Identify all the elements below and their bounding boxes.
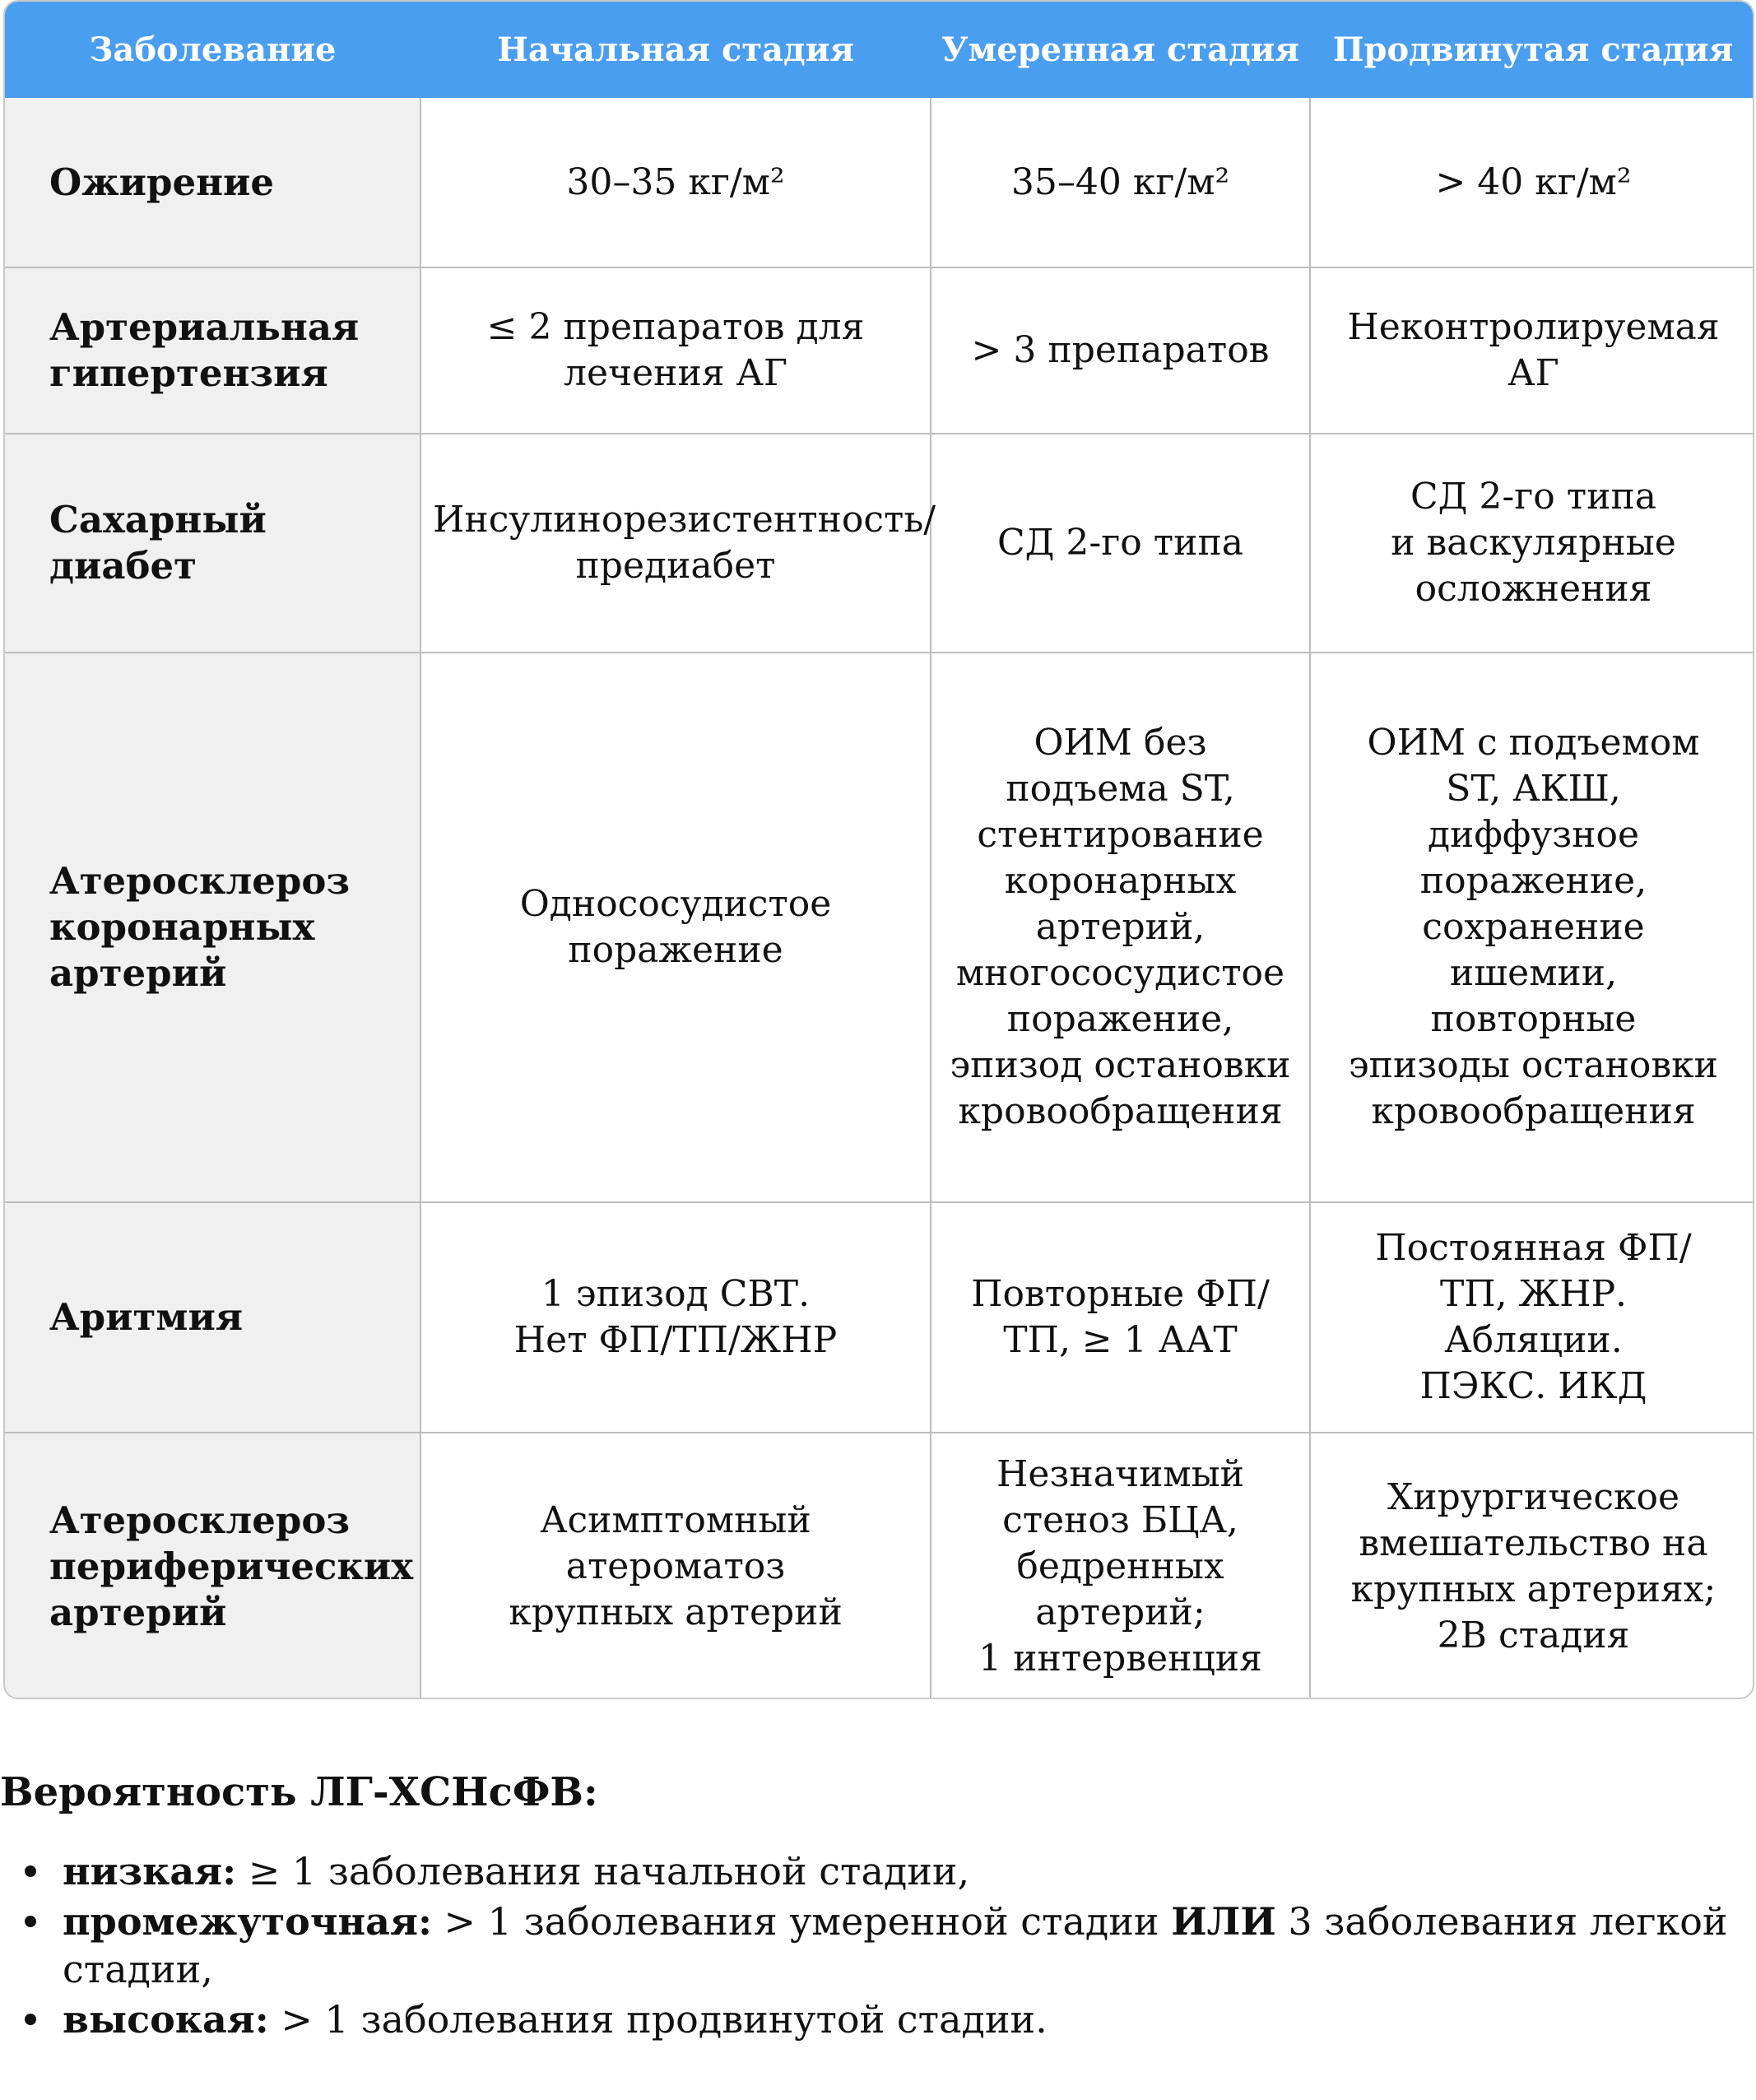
table-row-arrhythmia (5, 1202, 1754, 1433)
probability-label: низкая: (63, 1849, 237, 1893)
probability-list (0, 1847, 1756, 2046)
moderate-stage-cell: > 3 препаратов (931, 267, 1310, 434)
probability-text: 3 заболевания легкой стадии, (63, 1899, 1728, 1991)
advanced-stage-cell: > 40 кг/м² (1310, 98, 1754, 267)
initial-stage-cell: ≤ 2 препаратов для лечения АГ (420, 267, 931, 434)
probability-label: высокая: (63, 1997, 269, 2042)
header-initial-stage: Начальная стадия (420, 2, 931, 98)
table-row-diabetes (5, 434, 1754, 653)
initial-stage-cell: 1 эпизод СВТ. Нет ФП/ТП/ЖНР (420, 1202, 931, 1433)
probability-text: > 1 заболевания умеренной стадии (431, 1899, 1172, 1944)
disease-cell: Сахарный диабет (5, 434, 420, 653)
probability-label: промежуточная: (63, 1899, 432, 1944)
moderate-stage-cell: Незначимый стеноз БЦА, бедренных артерий; 1 интервенция (931, 1433, 1310, 1699)
moderate-stage-cell: Повторные ФП/ ТП, ≥ 1 ААТ (931, 1202, 1310, 1433)
staging-table (3, 0, 1754, 1699)
list-item-intermediate (63, 1898, 1756, 1993)
advanced-stage-cell: СД 2-го типа и васкулярные осложнения (1310, 434, 1754, 653)
bullet-icon (25, 2014, 36, 2025)
disease-cell: Артериальная гипертензия (5, 267, 420, 434)
list-item-low (63, 1847, 1756, 1895)
disease-cell: Аритмия (5, 1202, 420, 1433)
initial-stage-cell: Инсулинорезистентность/ предиабет (420, 434, 931, 653)
header-advanced-stage: Продвинутая стадия (1310, 2, 1754, 98)
moderate-stage-cell: ОИМ без подъема ST, стентирование коронарных артерий, многососудистое поражение, эпизод остановки кровообращения (931, 653, 1310, 1202)
initial-stage-cell: 30–35 кг/м² (420, 98, 931, 267)
disease-cell: Атеросклероз коронарных артерий (5, 653, 420, 1202)
disease-cell: Атеросклероз периферических артерий (5, 1433, 420, 1699)
list-item-high (63, 1995, 1756, 2043)
bullet-icon (25, 1916, 36, 1927)
probability-text: > 1 заболевания продвинутой стадии. (268, 1997, 1048, 2042)
bullet-icon (25, 1865, 36, 1877)
table-row-obesity (5, 98, 1754, 267)
initial-stage-cell: Асимптомный атероматоз крупных артерий (420, 1433, 931, 1699)
moderate-stage-cell: СД 2-го типа (931, 434, 1310, 653)
probability-heading: Вероятность ЛГ-ХСНсФВ: (0, 1769, 598, 1815)
table-row-coronary-atherosclerosis (5, 653, 1754, 1202)
header-moderate-stage: Умеренная стадия (931, 2, 1310, 98)
or-connector: ИЛИ (1171, 1899, 1276, 1944)
advanced-stage-cell: ОИМ с подъемом ST, АКШ, диффузное поражение, сохранение ишемии, повторные эпизоды остановки кровообращения (1310, 653, 1754, 1202)
staging-table-grid (5, 2, 1754, 1699)
advanced-stage-cell: Постоянная ФП/ ТП, ЖНР. Абляции. ПЭКС. ИКД (1310, 1202, 1754, 1433)
header-disease: Заболевание (5, 2, 420, 98)
advanced-stage-cell: Неконтролируемая АГ (1310, 267, 1754, 434)
table-header-row (5, 2, 1754, 98)
table-row-hypertension (5, 267, 1754, 434)
table-row-peripheral-atherosclerosis (5, 1433, 1754, 1699)
probability-text: ≥ 1 заболевания начальной стадии, (236, 1849, 970, 1893)
disease-cell: Ожирение (5, 98, 420, 267)
initial-stage-cell: Однососудистое поражение (420, 653, 931, 1202)
moderate-stage-cell: 35–40 кг/м² (931, 98, 1310, 267)
advanced-stage-cell: Хирургическое вмешательство на крупных артериях; 2В стадия (1310, 1433, 1754, 1699)
